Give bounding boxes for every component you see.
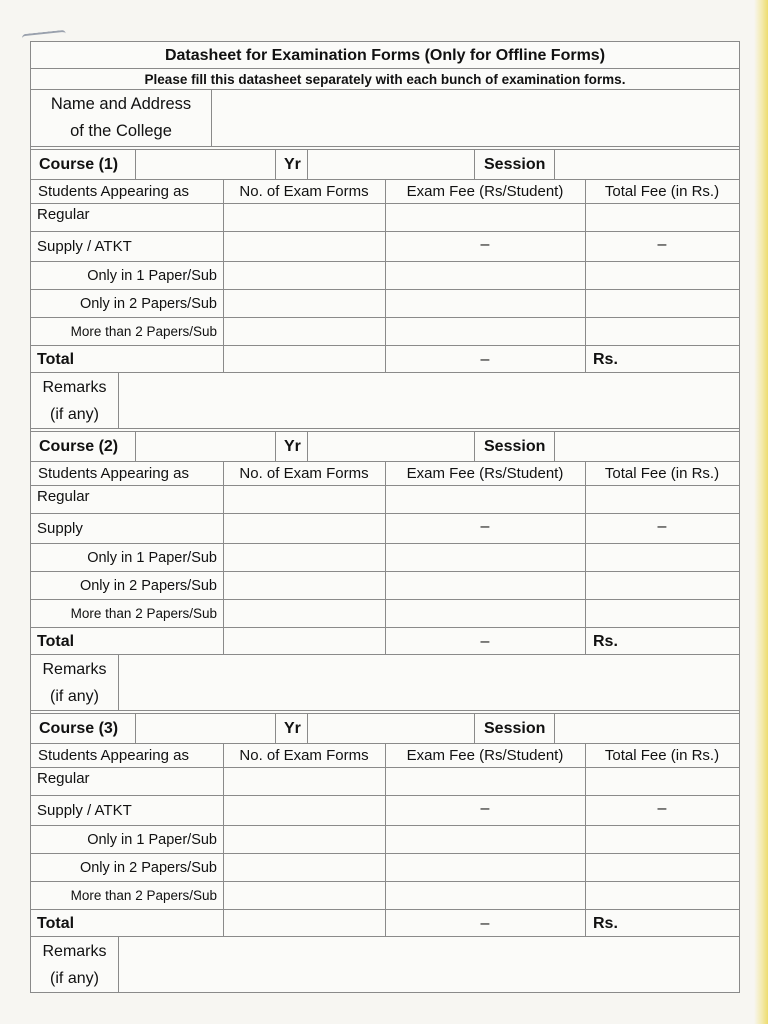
total-row [31, 910, 739, 937]
total-fee-header: Total Fee (in Rs.) [604, 183, 720, 200]
only-1-label: Only in 1 Paper/Sub [87, 268, 217, 284]
remarks-label [31, 938, 118, 992]
only-1-forms-input[interactable] [224, 262, 385, 289]
remarks-label-line2: (if any) [50, 688, 99, 705]
regular-label: Regular [37, 770, 90, 787]
regular-label: Regular [37, 488, 90, 505]
only-2-forms-input[interactable] [224, 572, 385, 599]
total-label: Total [37, 351, 75, 368]
divider [585, 910, 586, 936]
divider [474, 714, 475, 743]
divider [585, 346, 586, 372]
more-than-2-row [31, 318, 739, 346]
remarks-label [31, 374, 118, 428]
course-input[interactable] [136, 150, 275, 179]
divider [474, 150, 475, 179]
more-than-2-forms-input[interactable] [224, 882, 385, 909]
remarks-row [31, 937, 739, 993]
course-row [31, 432, 739, 462]
college-row [31, 90, 739, 147]
supply-total-dash: – [657, 518, 667, 535]
total-rs-input[interactable] [631, 910, 739, 936]
students-appearing-header: Students Appearing as [38, 747, 189, 764]
college-input[interactable] [212, 90, 739, 146]
regular-total-input[interactable] [586, 204, 739, 231]
total-label: Total [37, 633, 75, 650]
total-forms-input[interactable] [224, 346, 385, 372]
session-input[interactable] [555, 432, 739, 461]
only-1-label: Only in 1 Paper/Sub [87, 550, 217, 566]
supply-fee-dash: – [480, 518, 490, 535]
supply-forms-input[interactable] [224, 232, 385, 261]
remarks-input[interactable] [119, 373, 739, 428]
only-1-row [31, 826, 739, 854]
yr-input[interactable] [308, 714, 474, 743]
regular-fee-input[interactable] [386, 204, 585, 231]
total-forms-input[interactable] [224, 628, 385, 654]
only-2-row [31, 854, 739, 882]
students-appearing-header: Students Appearing as [38, 465, 189, 482]
yr-label: Yr [284, 720, 301, 737]
divider [474, 432, 475, 461]
regular-row [31, 486, 739, 514]
total-forms-input[interactable] [224, 910, 385, 936]
supply-fee-dash: – [480, 236, 490, 253]
only-2-row [31, 572, 739, 600]
more-than-2-label: More than 2 Papers/Sub [70, 606, 217, 621]
only-1-fee-input[interactable] [386, 262, 585, 289]
course-block-2 [31, 429, 739, 711]
more-than-2-fee-input[interactable] [386, 882, 585, 909]
total-fee-dash: – [480, 351, 490, 368]
course-label: Course (2) [39, 438, 119, 455]
supply-row [31, 232, 739, 262]
exam-fee-header: Exam Fee (Rs/Student) [406, 183, 564, 200]
course-block-3 [31, 711, 739, 993]
supply-fee-dash: – [480, 800, 490, 817]
session-label: Session [484, 720, 546, 737]
more-than-2-forms-input[interactable] [224, 318, 385, 345]
course-input[interactable] [136, 432, 275, 461]
only-2-fee-input[interactable] [386, 854, 585, 881]
college-label-line1: Name and Address [50, 95, 192, 113]
remarks-label-line1: Remarks [42, 661, 107, 678]
only-1-row [31, 262, 739, 290]
course-input[interactable] [136, 714, 275, 743]
remarks-row [31, 655, 739, 711]
only-2-label: Only in 2 Papers/Sub [79, 578, 217, 594]
supply-total-dash: – [657, 800, 667, 817]
only-1-total-input[interactable] [586, 826, 739, 853]
course-label: Course (1) [39, 156, 119, 173]
total-fee-header: Total Fee (in Rs.) [604, 747, 720, 764]
total-rs-label: Rs. [593, 633, 618, 650]
more-than-2-total-input[interactable] [586, 600, 739, 627]
divider [585, 628, 586, 654]
only-2-row [31, 290, 739, 318]
only-1-fee-input[interactable] [386, 826, 585, 853]
students-appearing-header: Students Appearing as [38, 183, 189, 200]
exam-fee-header: Exam Fee (Rs/Student) [406, 465, 564, 482]
remarks-label [31, 656, 118, 710]
paper-edge [754, 0, 768, 1024]
regular-label: Regular [37, 206, 90, 223]
more-than-2-row [31, 600, 739, 628]
only-2-label: Only in 2 Papers/Sub [79, 860, 217, 876]
column-header-row [31, 462, 739, 486]
yr-label: Yr [284, 438, 301, 455]
only-1-total-input[interactable] [586, 544, 739, 571]
supply-forms-input[interactable] [224, 514, 385, 543]
yr-label: Yr [284, 156, 301, 173]
yr-input[interactable] [308, 150, 474, 179]
only-1-total-input[interactable] [586, 262, 739, 289]
exam-fee-header: Exam Fee (Rs/Student) [406, 747, 564, 764]
column-header-row [31, 180, 739, 204]
no-of-forms-header: No. of Exam Forms [239, 747, 369, 764]
total-rs-label: Rs. [593, 351, 618, 368]
regular-total-input[interactable] [586, 486, 739, 513]
remarks-label-line1: Remarks [42, 943, 107, 960]
only-1-forms-input[interactable] [224, 544, 385, 571]
yr-input[interactable] [308, 432, 474, 461]
total-label: Total [37, 915, 75, 932]
total-rs-label: Rs. [593, 915, 618, 932]
total-fee-header: Total Fee (in Rs.) [604, 465, 720, 482]
total-row [31, 628, 739, 655]
college-label-line2: of the College [70, 122, 172, 140]
regular-row [31, 204, 739, 232]
no-of-forms-header: No. of Exam Forms [239, 465, 369, 482]
more-than-2-forms-input[interactable] [224, 600, 385, 627]
session-input[interactable] [555, 714, 739, 743]
only-1-fee-input[interactable] [386, 544, 585, 571]
datasheet-table [30, 41, 740, 993]
course-label: Course (3) [39, 720, 119, 737]
only-2-fee-input[interactable] [386, 572, 585, 599]
total-fee-dash: – [480, 633, 490, 650]
only-1-label: Only in 1 Paper/Sub [87, 832, 217, 848]
more-than-2-fee-input[interactable] [386, 600, 585, 627]
supply-forms-input[interactable] [224, 796, 385, 825]
total-rs-input[interactable] [631, 628, 739, 654]
course-row [31, 150, 739, 180]
only-2-total-input[interactable] [586, 854, 739, 881]
only-2-label: Only in 2 Papers/Sub [79, 296, 217, 312]
only-1-row [31, 544, 739, 572]
only-2-total-input[interactable] [586, 290, 739, 317]
supply-row [31, 796, 739, 826]
course-block-1 [31, 147, 739, 429]
regular-total-input[interactable] [586, 768, 739, 795]
no-of-forms-header: No. of Exam Forms [239, 183, 369, 200]
remarks-input[interactable] [119, 937, 739, 992]
regular-fee-input[interactable] [386, 768, 585, 795]
remarks-input[interactable] [119, 655, 739, 710]
supply-total-dash: – [657, 236, 667, 253]
divider [275, 432, 276, 461]
remarks-label-line2: (if any) [50, 406, 99, 423]
supply-label: Supply / ATKT [37, 802, 132, 819]
form-subtitle: Please fill this datasheet separately with each bunch of examination forms. [31, 69, 739, 90]
courses-container [31, 147, 739, 993]
only-2-forms-input[interactable] [224, 854, 385, 881]
more-than-2-label: More than 2 Papers/Sub [70, 888, 217, 903]
total-rs-input[interactable] [631, 346, 739, 372]
more-than-2-row [31, 882, 739, 910]
divider [275, 150, 276, 179]
more-than-2-fee-input[interactable] [386, 318, 585, 345]
divider [275, 714, 276, 743]
supply-label: Supply / ATKT [37, 238, 132, 255]
only-2-total-input[interactable] [586, 572, 739, 599]
regular-row [31, 768, 739, 796]
college-label [31, 91, 211, 146]
only-2-fee-input[interactable] [386, 290, 585, 317]
column-header-row [31, 744, 739, 768]
remarks-label-line2: (if any) [50, 970, 99, 987]
total-row [31, 346, 739, 373]
only-2-forms-input[interactable] [224, 290, 385, 317]
total-fee-dash: – [480, 915, 490, 932]
remarks-label-line1: Remarks [42, 379, 107, 396]
form-title: Datasheet for Examination Forms (Only for Offline Forms) [31, 42, 739, 69]
course-row [31, 714, 739, 744]
regular-forms-input[interactable] [224, 768, 385, 795]
session-input[interactable] [555, 150, 739, 179]
supply-row [31, 514, 739, 544]
session-label: Session [484, 438, 546, 455]
only-1-forms-input[interactable] [224, 826, 385, 853]
regular-forms-input[interactable] [224, 486, 385, 513]
more-than-2-total-input[interactable] [586, 318, 739, 345]
supply-label: Supply [37, 520, 83, 537]
session-label: Session [484, 156, 546, 173]
remarks-row [31, 373, 739, 429]
regular-forms-input[interactable] [224, 204, 385, 231]
more-than-2-total-input[interactable] [586, 882, 739, 909]
more-than-2-label: More than 2 Papers/Sub [70, 324, 217, 339]
regular-fee-input[interactable] [386, 486, 585, 513]
